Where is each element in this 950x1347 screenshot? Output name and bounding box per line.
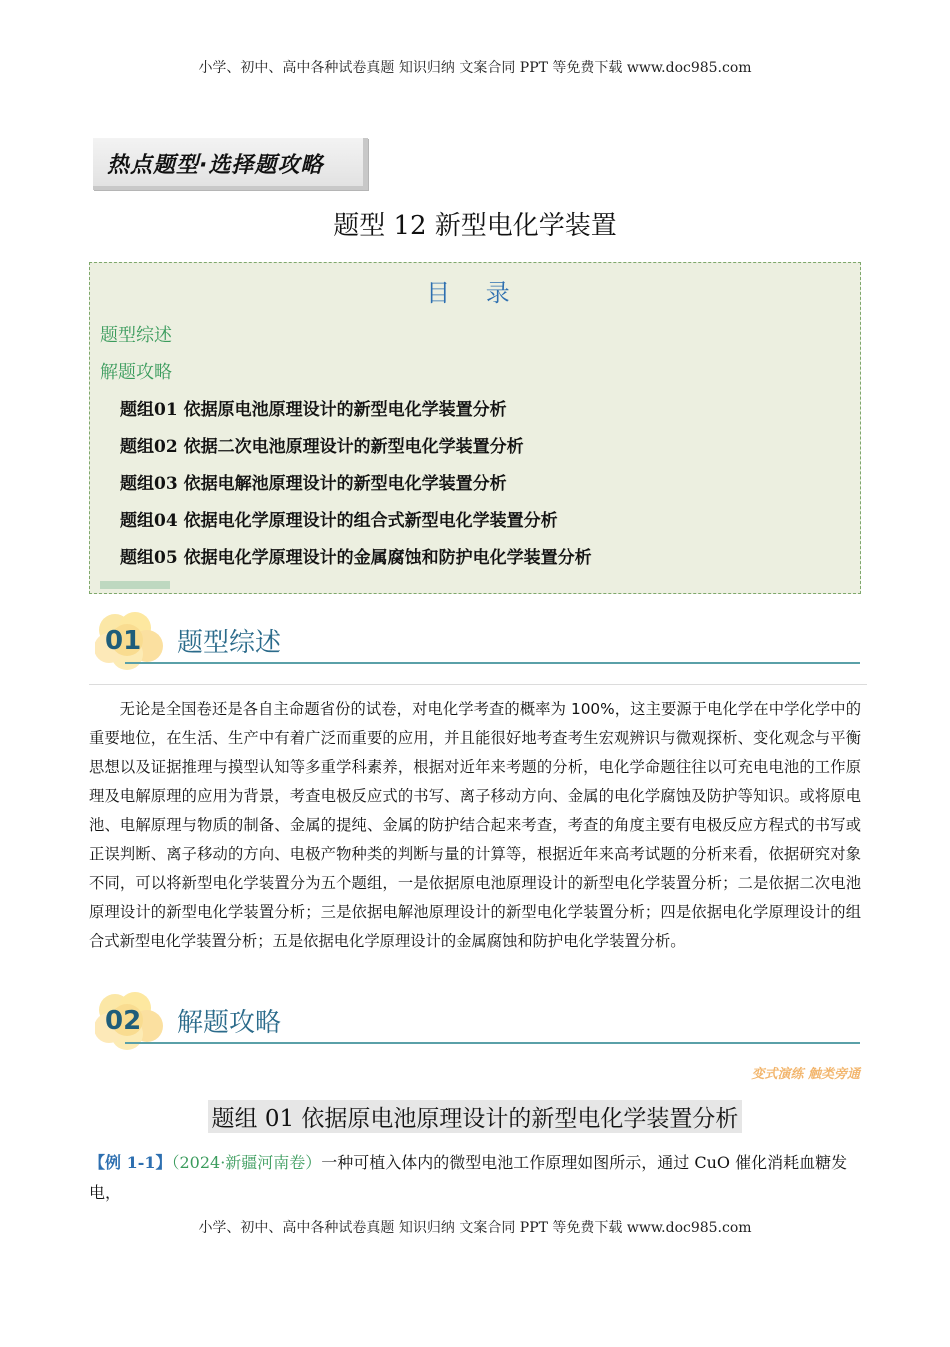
toc-item-group05[interactable]: 题组05 依据电化学原理设计的金属腐蚀和防护电化学装置分析: [120, 548, 592, 568]
page-header: 小学、初中、高中各种试卷真题 知识归纳 文案合同 PPT 等免费下载 www.doc985.com: [198, 60, 752, 76]
toc-item-group01[interactable]: 题组01 依据原电池原理设计的新型电化学装置分析: [120, 400, 507, 420]
table-of-contents: [89, 262, 861, 594]
page-title: 题型 12 新型电化学装置: [333, 211, 617, 241]
section-header-strategy: [95, 992, 860, 1052]
page-footer: 小学、初中、高中各种试卷真题 知识归纳 文案合同 PPT 等免费下载 www.doc985.com: [198, 1220, 752, 1236]
toc-heading: 目 录: [426, 279, 524, 307]
toc-item-group02[interactable]: 题组02 依据二次电池原理设计的新型电化学装置分析: [120, 437, 524, 457]
section-number: 01: [105, 626, 142, 656]
section-header-overview: [95, 612, 860, 672]
toc-item-group03[interactable]: 题组03 依据电解池原理设计的新型电化学装置分析: [120, 474, 507, 494]
section-tagline: 变式演练 触类旁通: [751, 1067, 860, 1082]
example-text: 一种可植入体内的微型电池工作原理如图所示，通过 CuO 催化消耗血糖发电，: [89, 1153, 848, 1202]
hotspot-banner: [93, 138, 368, 190]
section-rule: [125, 1042, 860, 1044]
banner-text: 热点题型·选择题攻略: [107, 153, 324, 178]
toc-section-overview[interactable]: 题型综述: [100, 325, 172, 346]
section-label: 解题攻略: [177, 1008, 282, 1038]
toc-section-strategy[interactable]: 解题攻略: [100, 362, 172, 383]
divider: [89, 684, 867, 685]
toc-item-group04[interactable]: 题组04 依据电化学原理设计的组合式新型电化学装置分析: [120, 511, 558, 531]
section-number: 02: [105, 1006, 142, 1036]
section-label: 题型综述: [177, 628, 282, 658]
toc-cutoff-text: [100, 581, 170, 589]
group-title-text: 题组 01 依据原电池原理设计的新型电化学装置分析: [208, 1100, 743, 1133]
example-1-1: [89, 1148, 861, 1208]
group-title: [0, 1100, 950, 1133]
overview-paragraph: 无论是全国卷还是各自主命题省份的试卷，对电化学考查的概率为 100%，这主要源于电化学在中学化学中的重要地位，在生活、生产中有着广泛而重要的应用，并且能很好地考查考生宏观辨识与微观探析、变化观念与平衡思想以及证据推理与摸型认知等多重学科素养，根据对近年来考题的分析，电化学命题往往以可充电电池的工作原理及电解原理的应用为背景，考查电极反应式的书写、离子移动方向、金属的电化学腐蚀及防护等知识。或将原电池、电解原理与物质的制备、金属的提纯、金属的防护结合起来考查，考查的角度主要有电极反应方程式的书写或正误判断、离子移动的方向、电极产物种类的判断与量的计算等，根据近年来高考试题的分析来看，依据研究对象不同，可以将新型电化学装置分为五个题组，一是依据原电池原理设计的新型电化学装置分析；二是依据二次电池原理设计的新型电化学装置分析；三是依据电解池原理设计的新型电化学装置分析；四是依据电化学原理设计的组合式新型电化学装置分析；五是依据电化学原理设计的金属腐蚀和防护电化学装置分析。: [89, 700, 861, 950]
example-tag: 【例 1-1】: [89, 1153, 172, 1172]
example-source: （2024·新疆河南卷）: [171, 1153, 322, 1172]
section-rule: [125, 662, 860, 664]
